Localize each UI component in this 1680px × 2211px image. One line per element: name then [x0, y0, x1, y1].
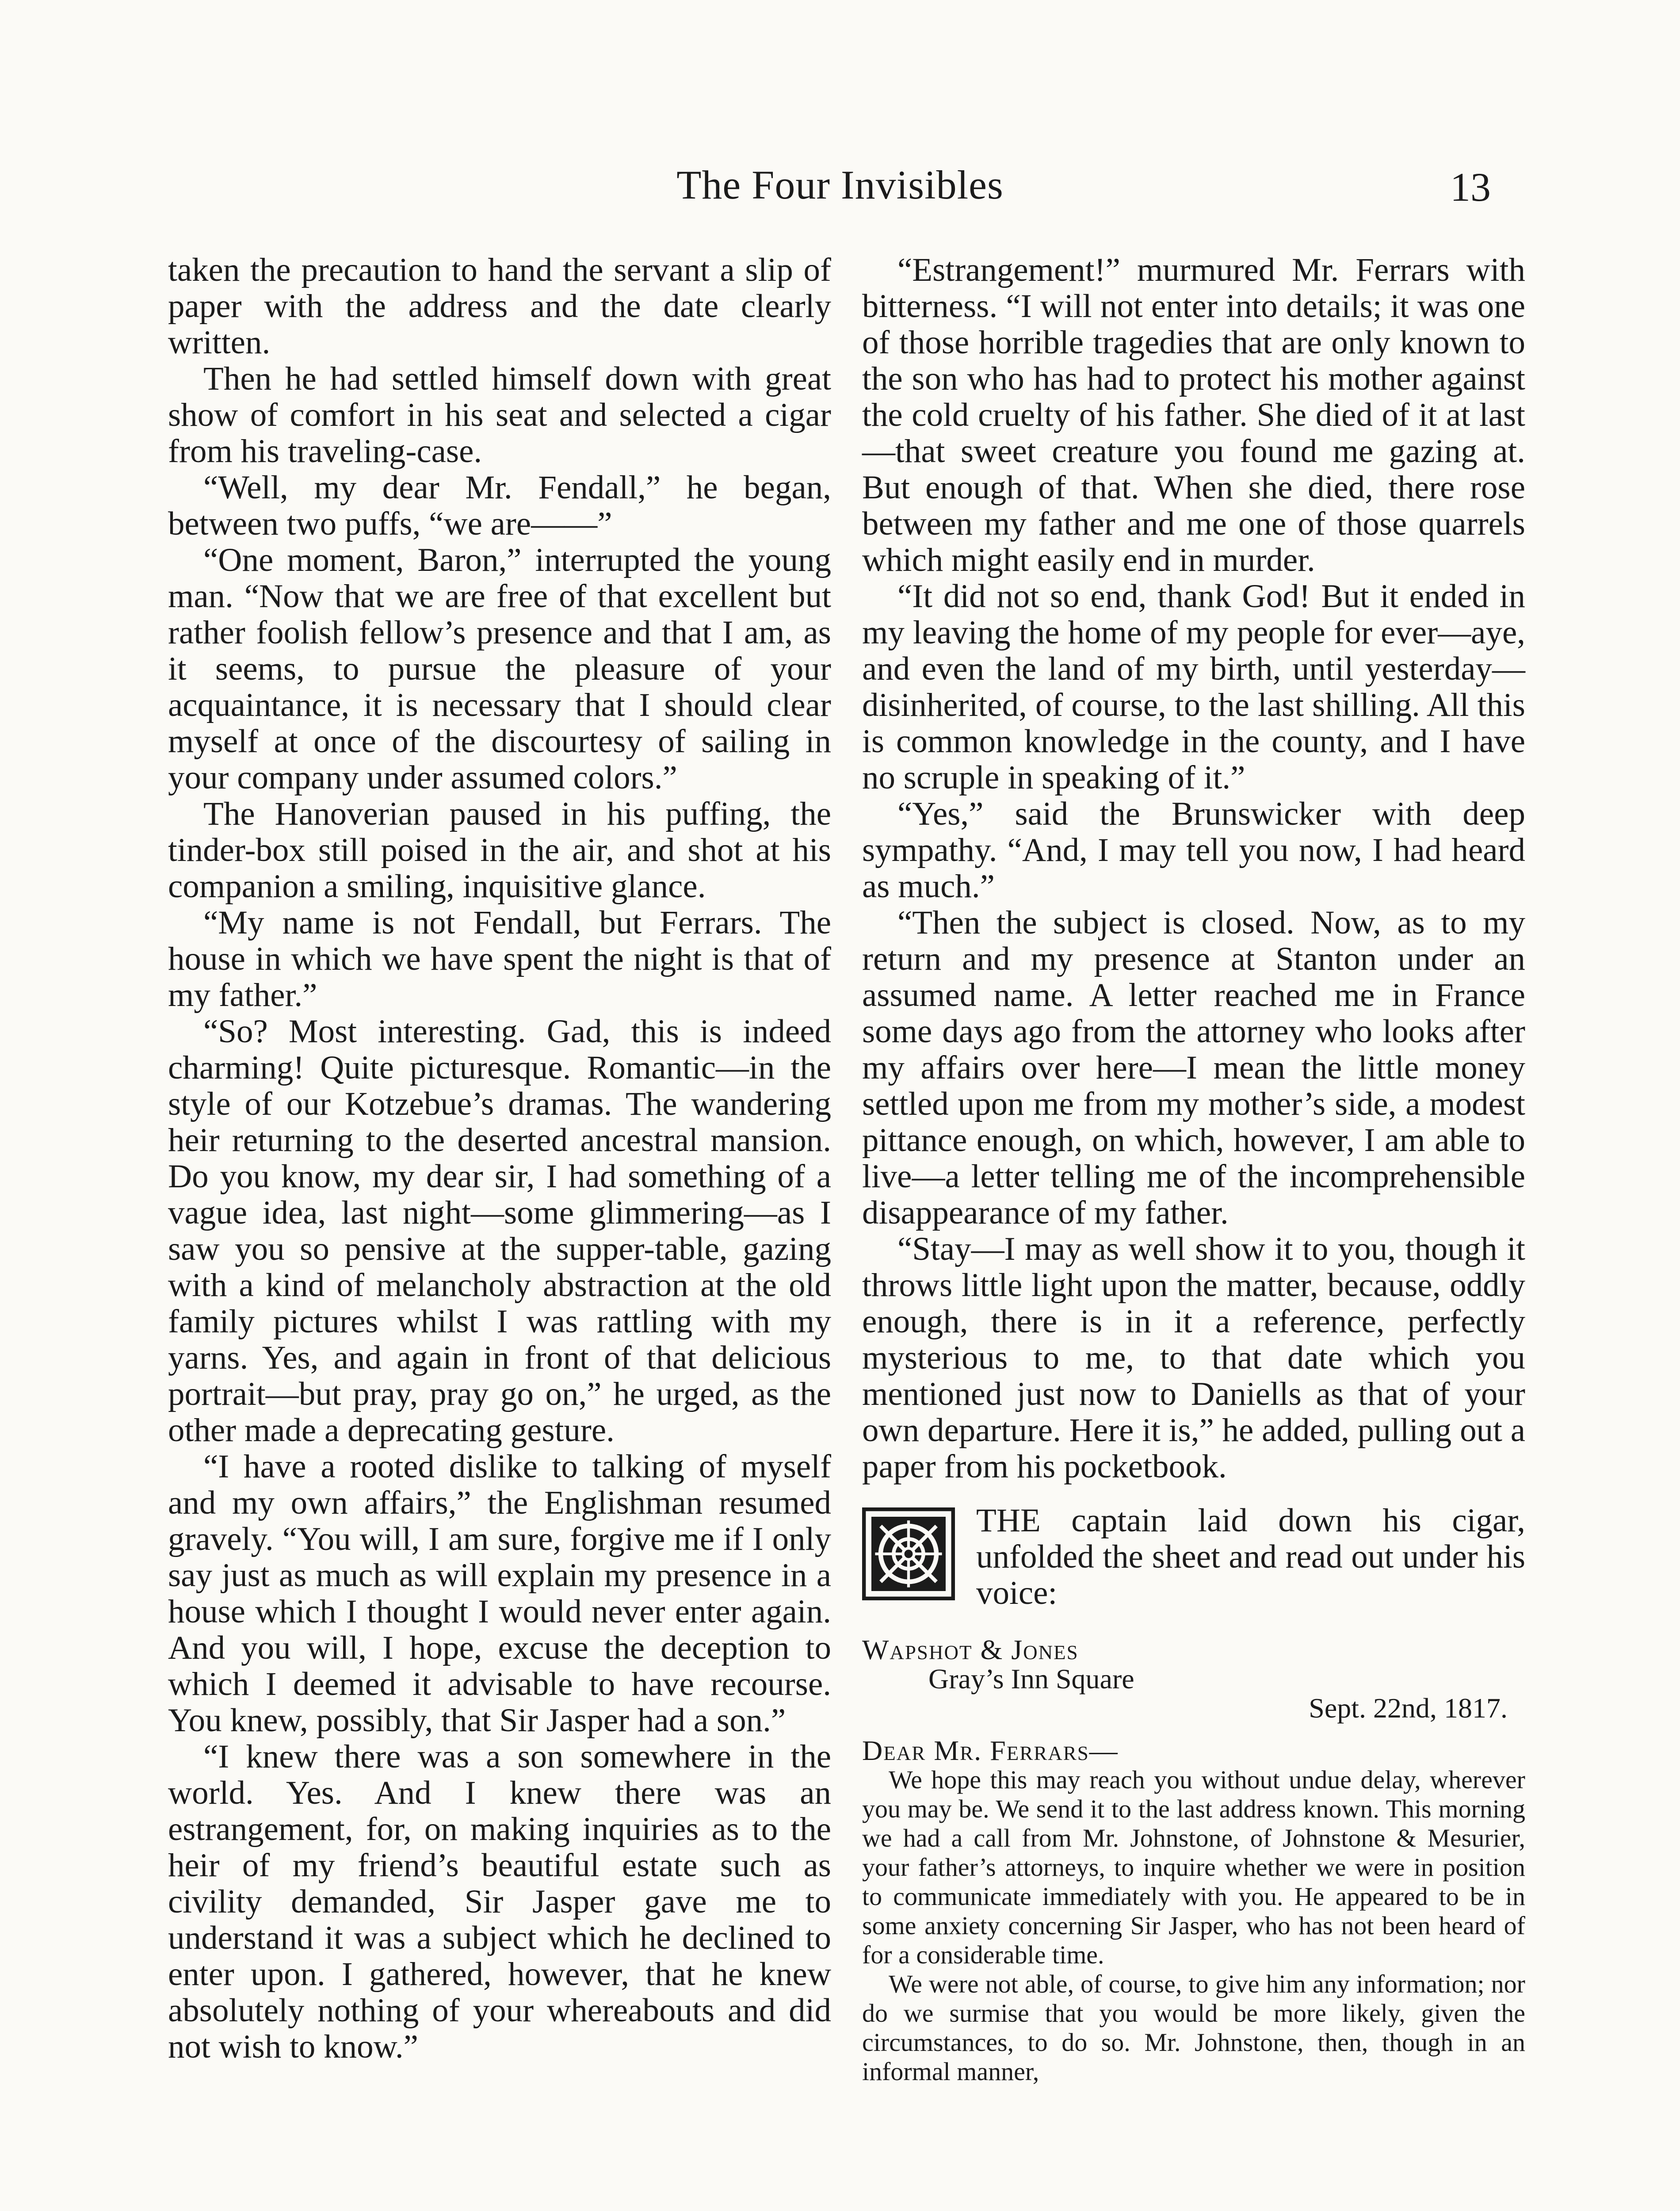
paragraph: “I have a rooted dislike to talking of myself and my own affairs,” the Englishman resumed gravely. “You will, I am sure, forgive me if I only say just as much as will explain my presence in a house which I thought I would never enter again. And you will, I hope, excuse the deception to which I deemed it advisable to have recourse. You knew, possibly, that Sir Jasper had a son.” — [168, 1448, 831, 1739]
paragraph: The Hanoverian paused in his puffing, the tinder-box still poised in the air, and shot at his companion a smiling, inquisitive glance. — [168, 796, 831, 905]
right-column — [862, 252, 1525, 2086]
paragraph: “It did not so end, thank God! But it ended in my leaving the home of my people for ever—aye, and even the land of my birth, until yesterday—disinherited, of course, to the last shilling. All this is common knowledge in the county, and I have no scruple in speaking of it.” — [862, 578, 1525, 796]
paragraph: “Stay—I may as well show it to you, though it throws little light upon the matter, because, oddly enough, there is in it a reference, perfectly mysterious to me, to that date which you mentioned just now to Daniells as that of your own departure. Here it is,” he added, pulling out a paper from his pocketbook. — [862, 1231, 1525, 1485]
running-title: The Four Invisibles — [676, 162, 1004, 207]
page-number: 13 — [1450, 164, 1491, 210]
paragraph: “My name is not Fendall, but Ferrars. The house in which we have spent the night is that of my father.” — [168, 904, 831, 1014]
paragraph: “Estrangement!” murmured Mr. Ferrars with bitterness. “I will not enter into details; it was one of those horrible tragedies that are only known to the son who has had to protect his mother against the cold cruelty of his father. She died of it at last—that sweet creature you found me gazing at. But enough of that. When she died, there rose between my father and me one of those quarrels which might easily end in murder. — [862, 252, 1525, 578]
letter-address: Gray’s Inn Square — [928, 1663, 1134, 1695]
paragraph: “Well, my dear Mr. Fendall,” he began, between two puffs, “we are——” — [168, 469, 831, 542]
paragraph: taken the precaution to hand the servant a slip of paper with the address and the date clearly written. — [168, 252, 831, 361]
paragraph: “I knew there was a son somewhere in the world. Yes. And I knew there was an estrangement, for, on making inquiries as to the heir of my friend’s beautiful estate such as civility demanded, Sir Jasper gave me to understand it was a subject which he declined to enter upon. I gathered, however, that he knew absolutely nothing of your whereabouts and did not wish to know.” — [168, 1738, 831, 2065]
paragraph: “So? Most interesting. Gad, this is indeed charming! Quite picturesque. Romantic—in the style of our Kotzebue’s dramas. The wandering heir returning to the deserted ancestral mansion. Do you know, my dear sir, I had something of a vague idea, last night—some glimmering—as I saw you so pensive at the supper-table, gazing with a kind of melancholy abstraction at the old family pictures whilst I was rattling with my yarns. Yes, and again in front of that delicious portrait—but pray, pray go on,” he urged, as the other made a deprecating gesture. — [168, 1013, 831, 1449]
paragraph: “Then the subject is closed. Now, as to my return and my presence at Stanton under an assumed name. A letter reached me in France some days ago from the attorney who looks after my affairs over here—I mean the little money settled upon me from my mother’s side, a modest pittance enough, on which, however, I am able to live—a letter telling me of the incomprehensible disappearance of my father. — [862, 904, 1525, 1231]
paragraph: “One moment, Baron,” interrupted the young man. “Now that we are free of that excellent but rather foolish fellow’s presence and that I am, as it seems, to pursue the pleasure of your acquaintance, it is necessary that I should clear myself at once of the discourtesy of sailing in your company under assumed colors.” — [168, 542, 831, 796]
letter-paragraph: We hope this may reach you without undue delay, wherever you may be. We send it to the last address known. This morning we had a call from Mr. Johnstone, of Johnstone & Mesurier, your father’s attorneys, to inquire whether we were in position to communicate immediately with you. He appeared to be in some anxiety concerning Sir Jasper, who has not been heard of for a considerable time. — [862, 1765, 1525, 1969]
section-break-text: THE captain laid down his cigar, unfolded the sheet and read out under his voice: — [976, 1502, 1525, 1611]
paragraph: “Yes,” said the Brunswicker with deep sympathy. “And, I may tell you now, I had heard as much.” — [862, 796, 1525, 905]
section-break-paragraph — [862, 1503, 1525, 1618]
paragraph: Then he had settled himself down with great show of comfort in his seat and selected a cigar from his traveling-case. — [168, 360, 831, 470]
left-column — [168, 252, 831, 2065]
letter-paragraph: We were not able, of course, to give him any information; nor do we surmise that you would be more likely, given the circumstances, to do so. Mr. Johnstone, then, though in an informal manner, — [862, 1970, 1525, 2086]
letter-salutation: Dear Mr. Ferrars— — [862, 1735, 1119, 1766]
quoted-letter — [862, 1635, 1525, 2086]
letter-date: Sept. 22nd, 1817. — [1309, 1692, 1508, 1724]
letter-firm: Wapshot & Jones — [862, 1634, 1079, 1665]
celtic-knot-ornament-icon — [862, 1505, 955, 1603]
